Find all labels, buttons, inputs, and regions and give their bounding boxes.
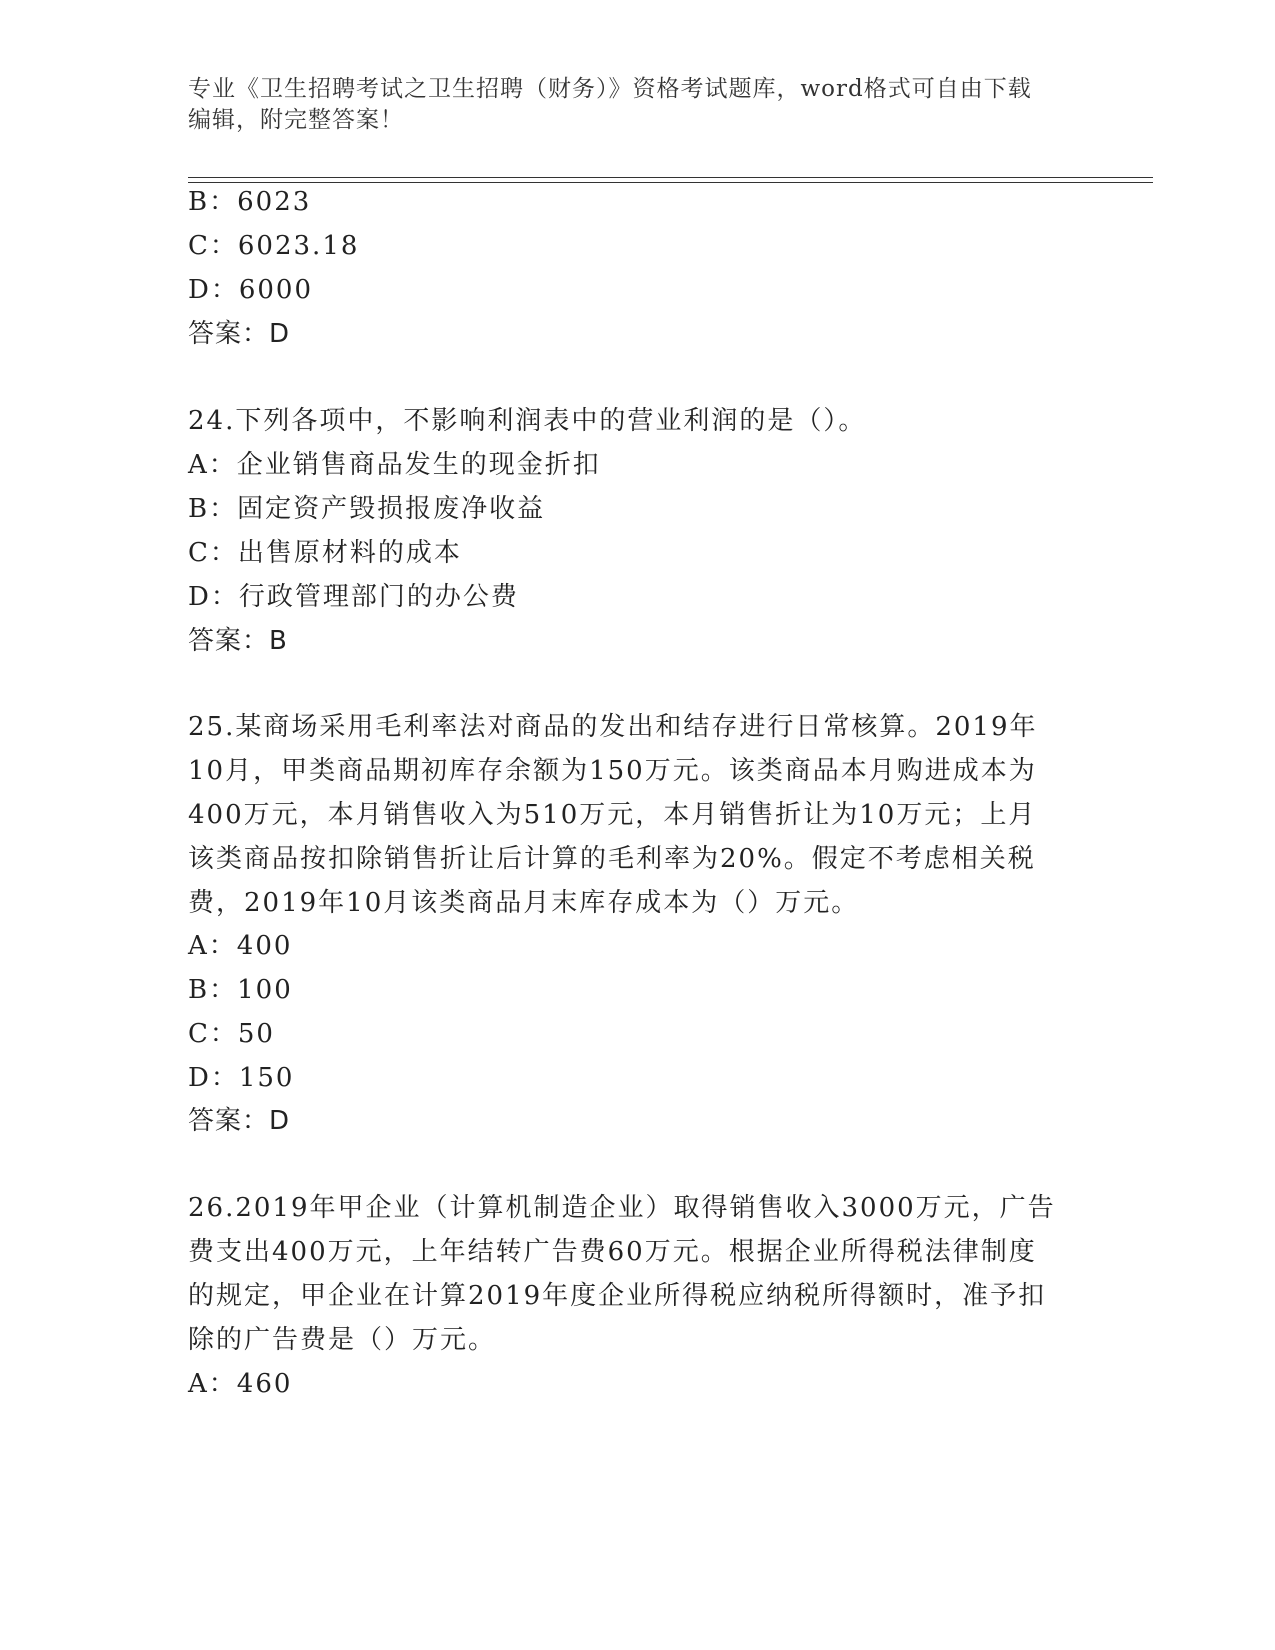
q24-option-c: C：出售原材料的成本 [188,538,462,568]
q25-stem-line-5: 费，2019年10月该类商品月末库存成本为（）万元。 [188,888,860,918]
document-header [188,74,1068,136]
header-line-1: 专业《卫生招聘考试之卫生招聘（财务）》资格考试题库，word格式可自由下载 [188,76,1032,102]
q26-stem-line-3: 的规定，甲企业在计算2019年度企业所得税应纳税所得额时，准予扣 [188,1281,1047,1311]
q25-stem-line-1: 25.某商场采用毛利率法对商品的发出和结存进行日常核算。2019年 [188,712,1038,742]
q25-stem-line-4: 该类商品按扣除销售折让后计算的毛利率为20%。假定不考虑相关税 [188,844,1036,874]
header-line-2: 编辑，附完整答案！ [188,107,404,133]
q24-option-b: B：固定资产毁损报废净收益 [188,494,546,524]
q26-stem-line-2: 费支出400万元，上年结转广告费60万元。根据企业所得税法律制度 [188,1237,1037,1267]
q25-option-c: C：50 [188,1019,275,1049]
q26-stem-line-1: 26.2019年甲企业（计算机制造企业）取得销售收入3000万元，广告 [188,1193,1056,1223]
q25-stem-line-2: 10月，甲类商品期初库存余额为150万元。该类商品本月购进成本为 [188,756,1037,786]
header-divider-top [188,177,1153,178]
q26-stem-line-4: 除的广告费是（）万元。 [188,1325,497,1355]
q24-answer: 答案：B [188,626,288,656]
q25-option-d: D：150 [188,1063,295,1093]
q23-option-b: B：6023 [188,187,312,217]
q23-option-d: D：6000 [188,275,314,305]
q25-stem-line-3: 400万元，本月销售收入为510万元，本月销售折让为10万元；上月 [188,800,1037,830]
q24-option-d: D：行政管理部门的办公费 [188,582,519,612]
q23-answer: 答案：D [188,319,291,349]
q24-option-a: A：企业销售商品发生的现金折扣 [188,450,601,480]
q26-option-a: A：460 [188,1369,293,1399]
q23-option-c: C：6023.18 [188,231,360,261]
q25-answer: 答案：D [188,1106,291,1136]
q25-option-b: B：100 [188,975,293,1005]
q25-option-a: A：400 [188,931,293,961]
q24-stem: 24.下列各项中，不影响利润表中的营业利润的是（）。 [188,406,867,436]
header-divider-bottom [188,182,1153,183]
